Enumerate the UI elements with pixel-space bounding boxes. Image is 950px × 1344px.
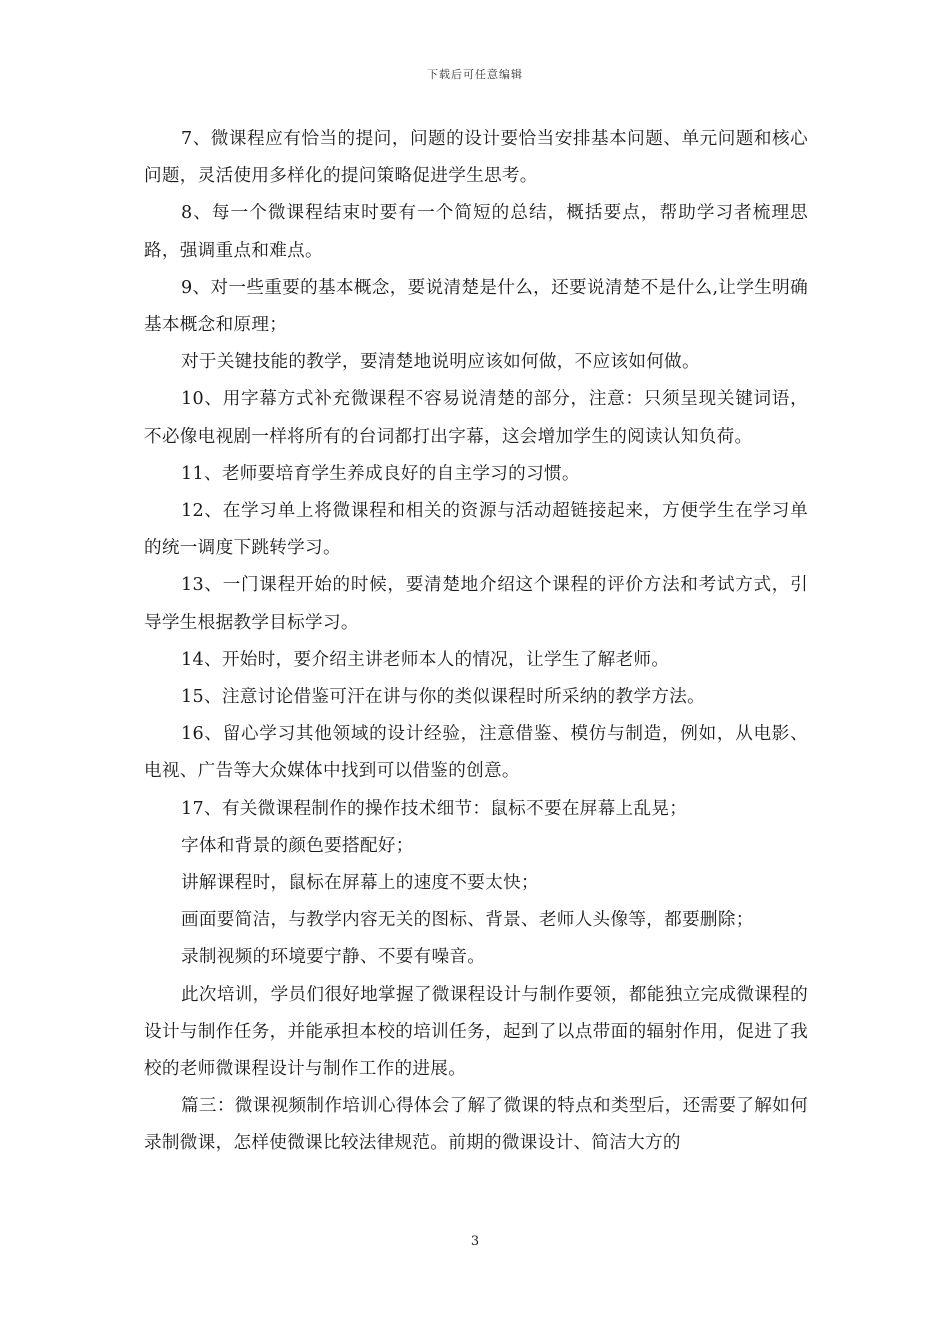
paragraph-17: 17、有关微课程制作的操作技术细节：鼠标不要在屏幕上乱晃； (181, 798, 688, 819)
paragraph-17-item-screen: 画面要简洁，与教学内容无关的图标、背景、老师人头像等，都要删除； (181, 910, 754, 931)
paragraph-7: 7、微课程应有恰当的提问，问题的设计要恰当安排基本问题、单元问题和核心问题，灵活使用多样化的提问策略促进学生思考。 (144, 129, 808, 187)
paragraph-17-item-font: 字体和背景的颜色要搭配好； (181, 835, 414, 856)
paragraph-10: 10、用字幕方式补充微课程不容易说清楚的部分，注意：只须呈现关键词语，不必像电视剧一样将所有的台词都打出字幕，这会增加学生的阅读认知负荷。 (144, 389, 808, 447)
paragraph-17-item-mouse: 讲解课程时，鼠标在屏幕上的速度不要太快； (181, 873, 539, 894)
paragraph-16: 16、留心学习其他领域的设计经验，注意借鉴、模仿与制造，例如，从电影、电视、广告等大众媒体中找到可以借鉴的创意。 (144, 724, 808, 782)
paragraph-summary: 此次培训，学员们很好地掌握了微课程设计与制作要领，都能独立完成微课程的设计与制作任务，并能承担本校的培训任务，起到了以点带面的辐射作用，促进了我校的老师微课程设计与制作工作的进展。 (144, 984, 808, 1080)
page-header: 下载后可任意编辑 (427, 68, 523, 81)
paragraph-14: 14、开始时，要介绍主讲老师本人的情况，让学生了解老师。 (181, 649, 670, 670)
paragraph-part-three: 篇三：微课视频制作培训心得体会了解了微课的特点和类型后，还需要了解如何录制微课，怎样使微课比较法律规范。前期的微课设计、简洁大方的 (144, 1096, 808, 1154)
paragraph-8: 8、每一个微课程结束时要有一个简短的总结，概括要点，帮助学习者梳理思路，强调重点和难点。 (144, 203, 808, 261)
paragraph-9: 9、对一些重要的基本概念，要说清楚是什么，还要说清楚不是什么,让学生明确基本概念和原理； (144, 277, 808, 336)
paragraph-17-item-environment: 录制视频的环境要宁静、不要有噪音。 (181, 947, 486, 968)
document-body (144, 121, 808, 1163)
paragraph-9-continued: 对于关键技能的教学，要清楚地说明应该如何做，不应该如何做。 (181, 352, 700, 373)
paragraph-13: 13、一门课程开始的时候，要清楚地介绍这个课程的评价方法和考试方式，引导学生根据教学目标学习。 (144, 575, 808, 633)
paragraph-11: 11、老师要培育学生养成良好的自主学习的习惯。 (181, 463, 580, 484)
paragraph-12: 12、在学习单上将微课程和相关的资源与活动超链接起来，方便学生在学习单的统一调度下跳转学习。 (144, 501, 808, 559)
paragraph-15: 15、注意讨论借鉴可汗在讲与你的类似课程时所采纳的教学方法。 (181, 687, 706, 708)
page-number: 3 (470, 1234, 480, 1249)
